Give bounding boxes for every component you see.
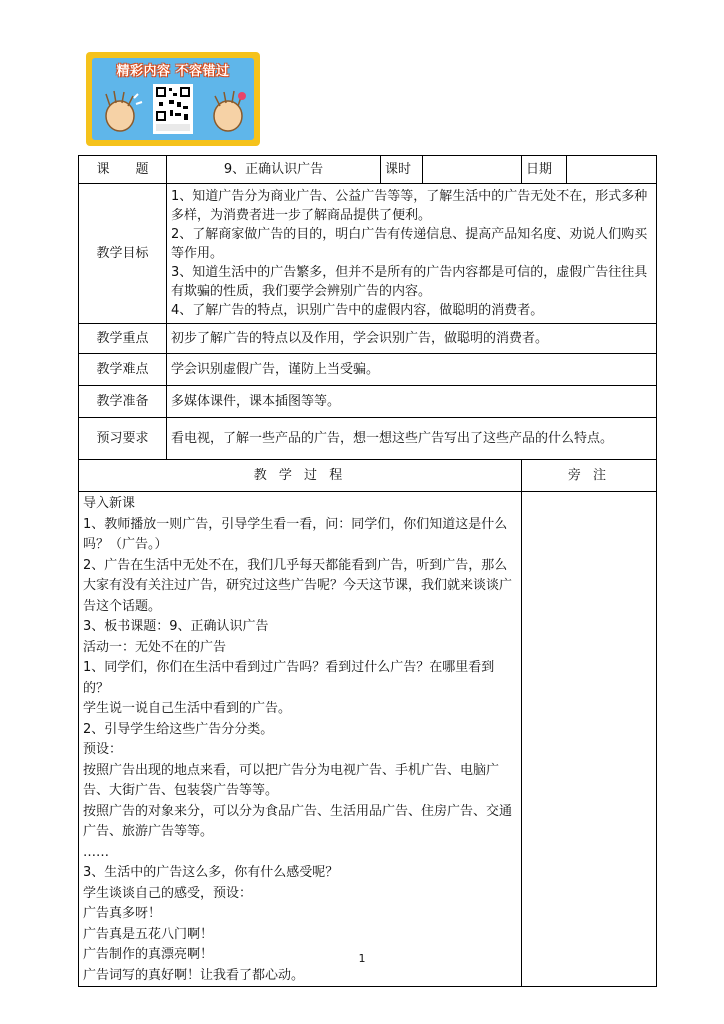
preview-value: 看电视，了解一些产品的广告，想一想这些广告写出了这些产品的什么特点。 (167, 418, 657, 460)
promo-banner-panel (92, 58, 254, 140)
goal-item: 3、知道生活中的广告繁多，但并不是所有的广告内容都是可信的，虚假广告往往具有欺骗的性质，我们要学会辨别广告的内容。 (171, 265, 648, 299)
key-points-value: 初步了解广告的特点以及作用，学会识别广告，做聪明的消费者。 (167, 324, 657, 354)
lesson-plan-table (78, 155, 657, 987)
process-body-row (79, 492, 657, 987)
process-line: 广告真多呀！ (83, 906, 162, 921)
process-line: 按照广告出现的地点来看，可以把广告分为电视广告、手机广告、电脑广告、大街广告、包装袋广告等等。 (83, 762, 500, 798)
topic-value: 9、正确认识广告 (167, 156, 381, 184)
process-line: 广告词写的真好啊！让我看了都心动。 (83, 967, 305, 983)
preparation-label: 教学准备 (79, 386, 167, 418)
preparation-row (79, 386, 657, 418)
process-line: 导入新课 (83, 496, 136, 511)
process-line: 学生谈谈自己的感受，预设： (83, 885, 253, 901)
process-line: …… (83, 844, 109, 860)
process-content (79, 492, 522, 987)
qr-code-icon (153, 84, 193, 134)
process-line: 3、板书课题：9、正确认识广告 (83, 619, 269, 634)
process-line: 学生说一说自己生活中看到的广告。 (83, 701, 292, 716)
topic-row (79, 156, 657, 184)
date-label: 日期 (522, 156, 567, 184)
process-header-row (79, 460, 657, 492)
key-points-label: 教学重点 (79, 324, 167, 354)
process-line: 1、教师播放一则广告，引导学生看一看，问：同学们，你们知道这是什么吗？（广告。） (83, 516, 508, 552)
preparation-value: 多媒体课件，课本插图等等。 (167, 386, 657, 418)
process-header: 教 学 过 程 (79, 460, 522, 492)
goal-item: 4、了解广告的特点，识别广告中的虚假内容，做聪明的消费者。 (171, 303, 544, 318)
hours-value (423, 156, 522, 184)
clapping-hands-icon (204, 88, 248, 134)
hours-label: 课时 (381, 156, 423, 184)
difficulty-label: 教学难点 (79, 354, 167, 386)
goals-label: 教学目标 (79, 184, 167, 324)
process-line: 2、广告在生活中无处不在，我们几乎每天都能看到广告，听到广告，那么大家有没有关注过广告，研究过这些广告呢？今天这节课，我们就来谈谈广告这个话题。 (83, 557, 513, 614)
goal-item: 1、知道广告分为商业广告、公益广告等等，了解生活中的广告无处不在，形式多种多样，为消费者进一步了解商品提供了便利。 (171, 189, 648, 223)
promo-banner (86, 52, 260, 146)
process-line: 按照广告的对象来分，可以分为食品广告、生活用品广告、住房广告、交通广告、旅游广告等等。 (83, 803, 513, 839)
promo-banner-title: 精彩内容 不容错过 (116, 64, 230, 79)
topic-label: 课 题 (79, 156, 167, 184)
process-line: 1、同学们，你们在生活中看到过广告吗？看到过什么广告？在哪里看到的？ (83, 660, 495, 696)
difficulty-row (79, 354, 657, 386)
preview-row (79, 418, 657, 460)
process-line: 广告真是五花八门啊！ (83, 926, 214, 942)
goals-row (79, 184, 657, 324)
goal-item: 2、了解商家做广告的目的，明白广告有传递信息、提高产品知名度、劝说人们购买等作用。 (171, 227, 648, 261)
clapping-hands-icon (100, 88, 144, 134)
page-number: 1 (358, 952, 366, 965)
notes-content (522, 492, 657, 987)
notes-header: 旁 注 (522, 460, 657, 492)
key-points-row (79, 324, 657, 354)
process-line: 广告制作的真漂亮啊！ (83, 947, 214, 962)
difficulty-value: 学会识别虚假广告，谨防上当受骗。 (167, 354, 657, 386)
preview-label: 预习要求 (79, 418, 167, 460)
goals-content (167, 184, 657, 324)
process-line: 预设： (83, 742, 123, 757)
process-line: 2、引导学生给这些广告分分类。 (83, 721, 274, 737)
process-line: 3、生活中的广告这么多，你有什么感受呢？ (83, 865, 339, 880)
process-line: 活动一：无处不在的广告 (83, 639, 227, 655)
date-value (567, 156, 657, 184)
